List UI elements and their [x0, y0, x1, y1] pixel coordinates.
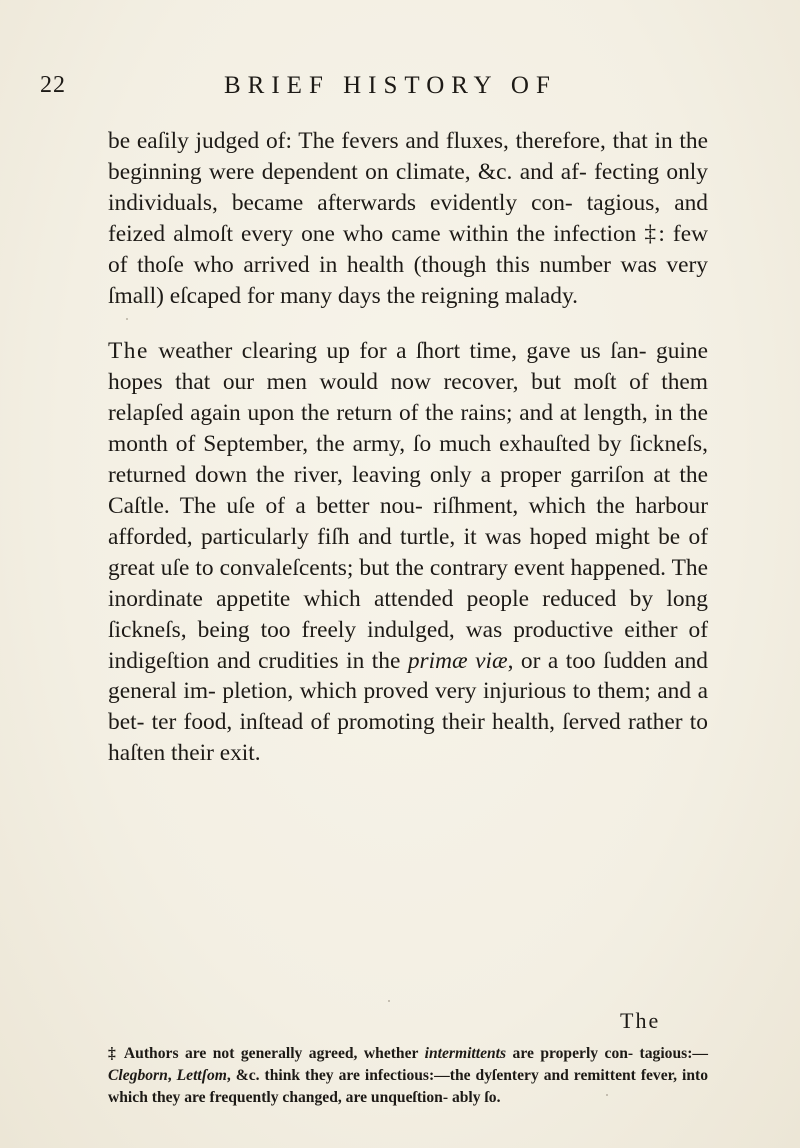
paper-speck [126, 318, 128, 320]
paragraph-2-text-b: , or a too ſudden and general im- pletion, which proved very injurious to them; and a bet- ter food, inſtead of promoting their health, ſerved rather to haſten their exit. [108, 647, 708, 767]
body-text [108, 126, 708, 769]
footnote-author-clegborn: Clegborn [108, 1067, 168, 1084]
page-header [40, 72, 740, 112]
paper-speck [606, 1094, 608, 1096]
footnote-text-b: are properly con- tagious:— [506, 1045, 708, 1062]
running-head: BRIEF HISTORY OF [224, 72, 557, 99]
paragraph-1-text: be eaſily judged of: The fevers and fluxes, therefore, that in the beginning were dependent on climate, &c. and af- fecting only individuals, became afterwards evidently con- tagious, and feized almoſt every one who came within the infection ‡: few of thoſe who arrived in health (though this number was very ſmall) eſcaped for many days the reigning malady. [108, 128, 708, 309]
paragraph-2-text-a: weather clearing up for a ſhort time, gave us ſan- guine hopes that our men would now recover, but moſt of them relapſed again upon the return of the rains; and at length, in the month of September, the army, ſo much exhauſted by ſickneſs, returned down the river, leaving only a proper garriſon at the Caſtle. The uſe of a better nou- riſhment, which the harbour afforded, particularly fiſh and turtle, it was hoped might be of great uſe to convaleſcents; but the contrary event happened. The inordinate appetite which attended people reduced by long ſickneſs, being too freely indulged, was productive either of indigeſtion and crudities in the [108, 338, 708, 674]
paragraph-2 [108, 336, 708, 769]
page-number: 22 [40, 72, 66, 98]
paper-speck [388, 1000, 390, 1002]
footnote-text-a: ‡ Authors are not generally agreed, whether [108, 1045, 425, 1062]
paragraph-2-lead: The [108, 338, 149, 365]
paragraph-2-italic-term: primæ viæ [407, 647, 508, 674]
catchword: The [620, 1008, 661, 1033]
footnote [108, 1043, 708, 1109]
paragraph-1 [108, 126, 708, 311]
footnote-text-d: , &c. think they are infectious:—the dyſentery and remittent fever, into which they are frequently changed, are unqueſtion- ably ſo. [108, 1067, 708, 1106]
footnote-text-c: , [167, 1067, 177, 1084]
footnote-italic-intermittents: intermittents [424, 1045, 507, 1062]
footnote-author-lettsom: Lettſom [176, 1067, 227, 1084]
